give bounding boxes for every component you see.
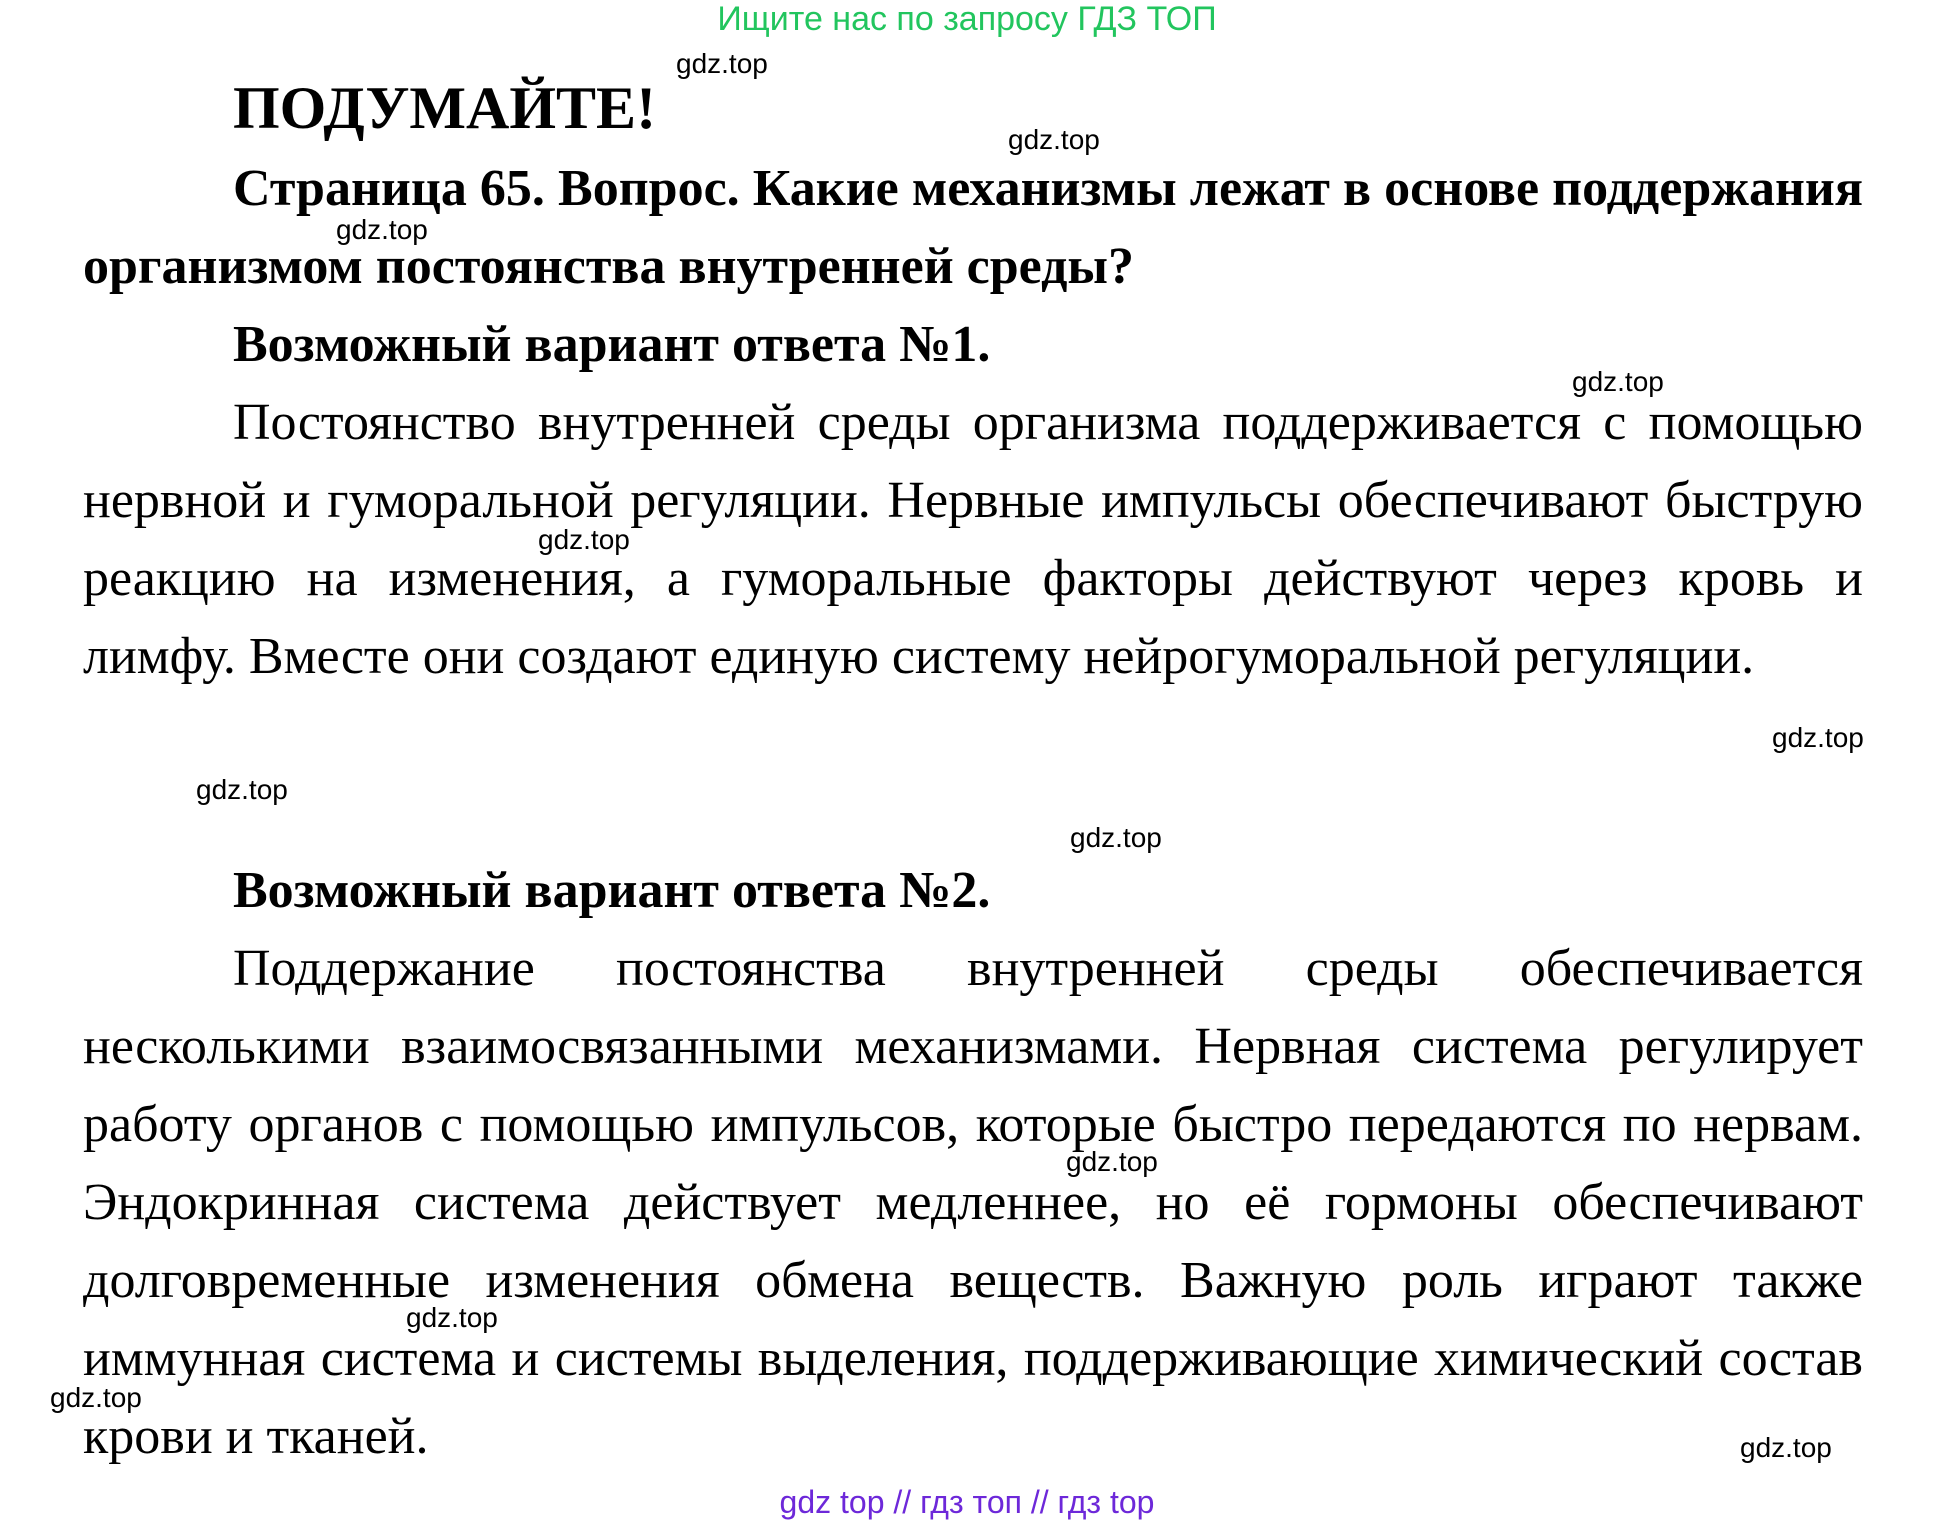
watermark: gdz.top xyxy=(1572,366,1664,397)
search-banner: Ищите нас по запросу ГДЗ ТОП xyxy=(717,0,1217,38)
watermark: gdz.top xyxy=(1772,722,1864,753)
page-heading: ПОДУМАЙТЕ! xyxy=(233,75,657,141)
answer-2-text: Поддержание постоянства внутренней среды обеспечивается несколькими взаимосвязанными механизмами. Нервная система регулирует работу органов с помощью импульсов, которые быстро передаются по нервам. Эндокринная система действует медленнее, но её гормоны обеспечивают долговременные изменения обмена веществ. Важную роль играют также иммунная система и системы выделения, поддерживающие химический состав крови и тканей. xyxy=(83,940,1863,1465)
watermark: gdz.top xyxy=(196,774,288,805)
watermark: gdz.top xyxy=(676,48,768,79)
watermark: gdz.top xyxy=(538,524,630,555)
question-text: Страница 65. Вопрос. Какие механизмы лежат в основе поддержания организмом постоянства внутренней среды? xyxy=(83,160,1863,295)
watermark: gdz.top xyxy=(50,1382,142,1413)
watermark: gdz.top xyxy=(1008,124,1100,155)
answer-2-title: Возможный вариант ответа №2. xyxy=(233,862,991,919)
answer-1-title: Возможный вариант ответа №1. xyxy=(233,316,991,373)
footer-links: gdz top // гдз топ // гдз top xyxy=(779,1484,1155,1520)
watermark: gdz.top xyxy=(406,1302,498,1333)
watermark: gdz.top xyxy=(1740,1432,1832,1463)
watermark: gdz.top xyxy=(1070,822,1162,853)
watermark: gdz.top xyxy=(1066,1146,1158,1177)
watermark: gdz.top xyxy=(336,214,428,245)
answer-1-text: Постоянство внутренней среды организма поддерживается с помощью нервной и гуморальной регуляции. Нервные импульсы обеспечивают быструю реакцию на изменения, а гуморальные факторы действуют через кровь и лимфу. Вместе они создают единую систему нейрогуморальной регуляции. xyxy=(83,394,1863,685)
